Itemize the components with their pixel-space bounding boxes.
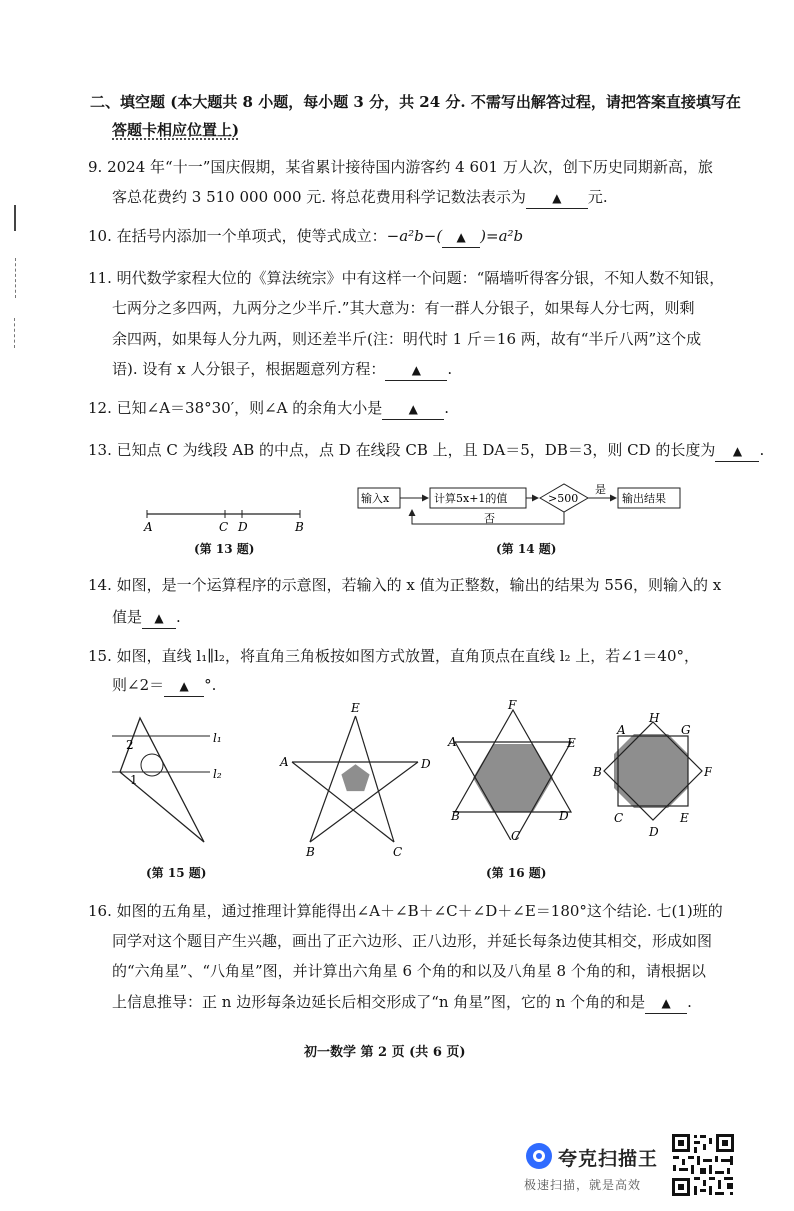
star8-vertex: D bbox=[649, 825, 659, 839]
flow-condition: >500 bbox=[548, 492, 579, 505]
star5-vertex: D bbox=[421, 757, 431, 771]
qr-code-icon bbox=[670, 1132, 736, 1198]
flow-output: 输出结果 bbox=[622, 492, 666, 505]
point-C: C bbox=[219, 520, 229, 534]
figure-16-star6 bbox=[445, 700, 585, 840]
q16-line3: 的“六角星”、“八角星”图，并计算出六角星 6 个角的和以及八角星 8 个角的和，请根据以 bbox=[112, 962, 706, 980]
star8-vertex: C bbox=[614, 811, 624, 825]
star8-vertex: A bbox=[617, 723, 626, 737]
star8-vertex: E bbox=[680, 811, 689, 825]
q16-line2: 同学对这个题目产生兴趣，画出了正六边形、正八边形，并延长每条边使其相交，形成如图 bbox=[112, 932, 713, 950]
caption-16: (第 16 题) bbox=[486, 866, 547, 880]
star5-vertex: B bbox=[306, 845, 315, 859]
point-A: A bbox=[144, 520, 153, 534]
q16-line1: 16. 如图的五角星，通过推理计算能得出∠A＋∠B＋∠C＋∠D＋∠E＝180°这个结论. 七(1)班的 bbox=[88, 902, 723, 920]
angle-1: 1 bbox=[130, 773, 138, 787]
section-title: 二、填空题 (本大题共 8 小题，每小题 3 分，共 24 分. 不需写出解答过程，请把答案直接填写在 bbox=[90, 93, 741, 111]
q10: 10. 在括号内添加一个单项式，使等式成立：−a²b−( ▲ )=a²b bbox=[88, 226, 523, 248]
star8-vertex: B bbox=[593, 765, 602, 779]
star6-vertex: B bbox=[451, 809, 460, 823]
flow-yes: 是 bbox=[595, 483, 606, 496]
star6-vertex: D bbox=[559, 809, 569, 823]
point-B: B bbox=[295, 520, 304, 534]
section-title-cont: 答题卡相应位置上) bbox=[112, 121, 240, 139]
watermark-slogan: 极速扫描，就是高效 bbox=[524, 1178, 642, 1192]
caption-14: (第 14 题) bbox=[496, 542, 557, 556]
q13: 13. 已知点 C 为线段 AB 的中点，点 D 在线段 CB 上，且 DA＝5，DB＝3，则 CD 的长度为 ▲ . bbox=[88, 440, 764, 462]
page-footer: 初一数学 第 2 页 (共 6 页) bbox=[304, 1045, 466, 1060]
star5-vertex: E bbox=[351, 701, 360, 715]
q14-line1: 14. 如图，是一个运算程序的示意图，若输入的 x 值为正整数，输出的结果为 556，则输入的 x bbox=[88, 576, 722, 594]
figure-15 bbox=[100, 712, 240, 852]
point-D: D bbox=[238, 520, 248, 534]
star8-vertex: G bbox=[681, 723, 691, 737]
figure-13 bbox=[135, 500, 315, 540]
caption-13: (第 13 题) bbox=[194, 542, 255, 556]
star5-vertex: A bbox=[280, 755, 289, 769]
angle-2: 2 bbox=[126, 738, 134, 752]
figure-16-star8 bbox=[592, 710, 712, 840]
star6-vertex: E bbox=[567, 736, 576, 750]
star8-vertex: F bbox=[704, 765, 712, 779]
q9-line2: 客总花费约 3 510 000 000 元. 将总花费用科学记数法表示为 ▲ 元. bbox=[112, 187, 608, 209]
star8-vertex: H bbox=[649, 711, 660, 725]
binding-mark bbox=[14, 318, 16, 348]
q15-line2: 则∠2＝ ▲ °. bbox=[112, 675, 216, 697]
star5-vertex: C bbox=[393, 845, 403, 859]
caption-15: (第 15 题) bbox=[146, 866, 207, 880]
flow-input: 输入x bbox=[361, 492, 390, 505]
q15-line1: 15. 如图，直线 l₁∥l₂，将直角三角板按如图方式放置，直角顶点在直线 l₂ 上，若∠1＝40°， bbox=[88, 647, 699, 665]
flow-compute: 计算5x+1的值 bbox=[434, 492, 508, 505]
q16-line4: 上信息推导：正 n 边形每条边延长后相交形成了“n 角星”图，它的 n 个角的和是 ▲ . bbox=[112, 992, 692, 1014]
q14-line2: 值是 ▲ . bbox=[112, 607, 181, 629]
label-l1: l₁ bbox=[213, 731, 222, 745]
q11-line4: 语). 设有 x 人分银子，根据题意列方程： ▲ . bbox=[112, 359, 452, 381]
q11-line2: 七两分之多四两，九两分之少半斤.”其大意为：有一群人分银子，如果每人分七两，则剩 bbox=[112, 299, 695, 317]
label-l2: l₂ bbox=[213, 767, 222, 781]
quark-logo-icon bbox=[526, 1143, 552, 1169]
figure-16-star5 bbox=[270, 700, 440, 860]
q11-line1: 11. 明代数学家程大位的《算法统宗》中有这样一个问题：“隔墙听得客分银，不知人数不知银， bbox=[88, 269, 725, 287]
q11-line3: 余四两，如果每人分九两，则还差半斤(注：明代时 1 斤＝16 两，故有“半斤八两”这个成 bbox=[112, 330, 702, 348]
star6-vertex: C bbox=[511, 829, 521, 840]
binding-mark bbox=[15, 258, 17, 298]
q12: 12. 已知∠A＝38°30′，则∠A 的余角大小是 ▲ . bbox=[88, 398, 449, 420]
watermark-brand: 夸克扫描王 bbox=[558, 1148, 659, 1170]
binding-mark bbox=[14, 205, 16, 231]
q9-line1: 9. 2024 年“十一”国庆假期，某省累计接待国内游客约 4 601 万人次，创下历史同期新高，旅 bbox=[88, 158, 713, 176]
flow-no: 否 bbox=[484, 512, 495, 525]
figure-14-flowchart bbox=[352, 478, 692, 534]
star6-vertex: F bbox=[508, 700, 517, 712]
star6-vertex: A bbox=[448, 735, 457, 749]
